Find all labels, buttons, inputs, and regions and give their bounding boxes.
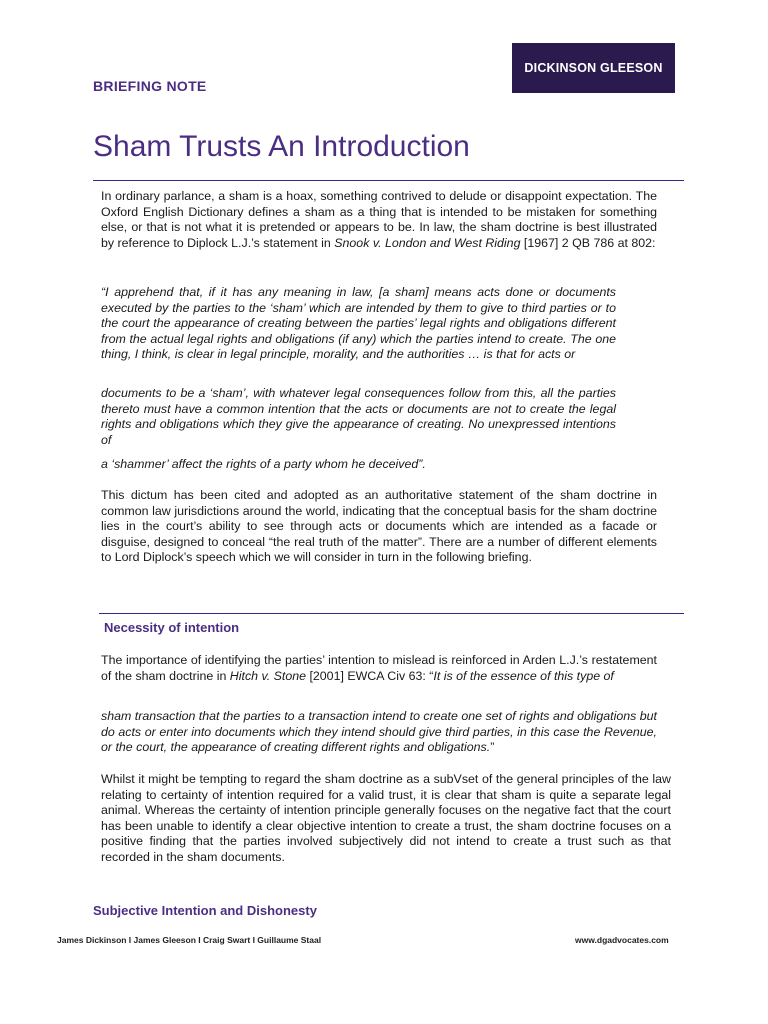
section-divider: [99, 613, 684, 614]
dictum-paragraph: This dictum has been cited and adopted as an authoritative statement of the sham doctrine in common law jurisdictions around the world, indicating that the conceptual basis for the sham doctrine lies in the court’s ability to see through acts or documents which are intended as a facade or disguise, designed to conceal “the real truth of the matter”. There are a number of different elements to Lord Diplock’s speech which we will consider in turn in the following briefing.: [101, 488, 657, 565]
arden-quote-close: ”: [490, 740, 495, 755]
case-citation-snook: Snook v. London and West Riding: [334, 235, 521, 250]
heading-necessity-of-intention: Necessity of intention: [104, 620, 240, 635]
document-label: BRIEFING NOTE: [93, 78, 207, 94]
logo-text: DICKINSON GLEESON: [524, 61, 663, 75]
arden-quote-start: It is of the essence of this type of: [433, 668, 614, 683]
arden-text: The importance of identifying the parties’ intention to mislead is reinforced in Arden L.J.’s restatement of the sham doctrine in: [101, 653, 657, 683]
page-title: Sham Trusts An Introduction: [93, 130, 470, 163]
diplock-quote-part3: a ‘shammer’ affect the rights of a party whom he deceived”.: [101, 457, 426, 471]
heading-subjective-intention: Subjective Intention and Dishonesty: [93, 903, 317, 918]
diplock-quote-part2: documents to be a ‘sham’, with whatever legal consequences follow from this, all the parties thereto must have a common intention that the acts or documents are not to create the legal rights and obligations which they give the appearance of creating. No unexpressed intentions of: [101, 386, 616, 447]
arden-paragraph: [101, 653, 657, 684]
arden-citation-text: [2001] EWCA Civ 63: “: [306, 668, 434, 683]
intro-text: In ordinary parlance, a sham is a hoax, something contrived to delude or disappoint expectation. The Oxford English Dictionary defines a sham as a thing that is intended to be mistaken for something else, or that is not what it is pretended or appears to be. In law, the sham doctrine is best illustrated by reference to Diplock L.J.’s statement in: [101, 189, 657, 250]
footer-partner-names: James Dickinson I James Gleeson I Craig Swart I Guillaume Staal: [57, 935, 322, 945]
arden-quote-text: sham transaction that the parties to a transaction intend to create one set of rights and obligations but do acts or enter into documents which they intend should give third parties, in this case the Revenue, or the court, the appearance of creating different rights and obligations.: [101, 709, 657, 755]
title-divider: [93, 180, 684, 181]
intro-citation-text: [1967] 2 QB 786 at 802:: [520, 235, 656, 250]
intro-paragraph: [101, 189, 657, 251]
footer-website-link[interactable]: www.dgadvocates.com: [575, 935, 669, 945]
certainty-paragraph: Whilst it might be tempting to regard the sham doctrine as a subVset of the general principles of the law relating to certainty of intention required for a valid trust, it is clear that sham is quite a separate legal animal. Whereas the certainty of intention principle generally focuses on the negative fact that the court has been unable to identify a clear objective intention to create a trust, the sham doctrine focuses on a positive finding that the parties involved subjectively did not intend to create a trust such as that recorded in the sham documents.: [101, 772, 671, 864]
diplock-quote-part1: “I apprehend that, if it has any meaning in law, [a sham] means acts done or documents executed by the parties to the ‘sham’ which are intended by them to give to third parties or to the court the appearance of creating between the parties’ legal rights and obligations different from the actual legal rights and obligations (if any) which the parties intend to create. The one thing, I think, is clear in legal principle, morality, and the authorities … is that for acts or: [101, 285, 616, 362]
company-logo: [512, 43, 675, 93]
case-citation-hitch: Hitch v. Stone: [229, 668, 307, 683]
arden-quote: [101, 709, 657, 756]
